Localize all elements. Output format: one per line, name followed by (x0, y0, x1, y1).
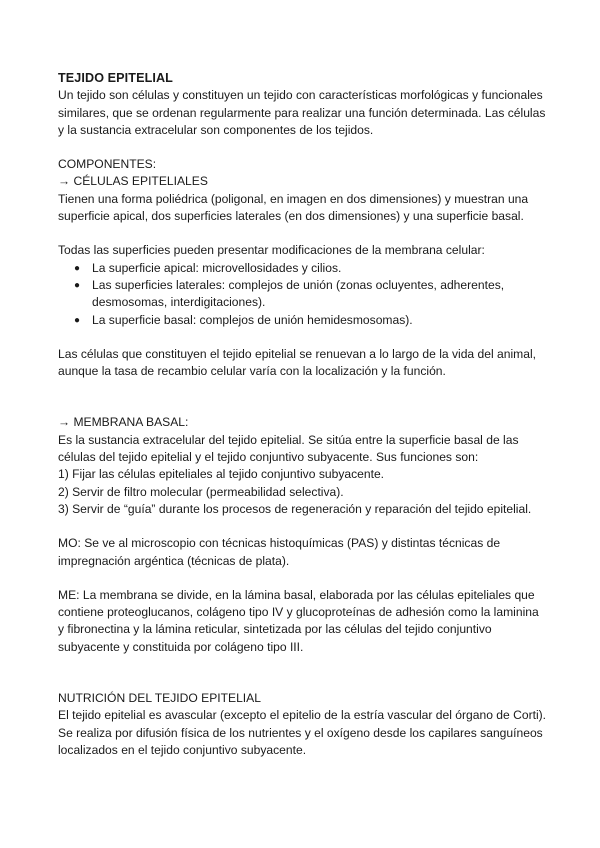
spacer (58, 225, 548, 242)
nutrition-heading: NUTRICIÓN DEL TEJIDO EPITELIAL (58, 691, 261, 706)
list-item: 1) Fijar las células epiteliales al tejido conjuntivo subyacente. (58, 467, 385, 482)
list-item-text: Las superficies laterales: complejos de unión (zonas ocluyentes, adherentes, desmosomas, interdigitaciones). (92, 277, 505, 310)
mo-paragraph: MO: Se ve al microscopio con técnicas histoquímicas (PAS) y distintas técnicas de impregnación argéntica (técnicas de plata). (58, 536, 501, 568)
spacer (58, 570, 548, 587)
cells-heading: → CÉLULAS EPITELIALES (58, 174, 208, 189)
bullet-icon: ● (74, 279, 81, 291)
document-page (58, 70, 548, 759)
list-item-text: La superficie apical: microvellosidades y cilios. (92, 260, 342, 275)
document-title: TEJIDO EPITELIAL (58, 71, 173, 85)
intro-paragraph: Un tejido son células y constituyen un tejido con características morfológicas y funcionales similares, que se ordenan regularmente para realizar una función determinada. Las células y la sustancia extracelular son componentes de los tejidos. (58, 88, 546, 137)
me-paragraph: ME: La membrana se divide, en la lámina basal, elaborada por las células epiteliales que contiene proteoglucanos, colágeno tipo IV y glucoproteínas de adhesión como la laminina y fibronectina y la lámina reticular, sintetizada por las células del tejido conjuntivo subyacente y constituida por colágeno tipo III. (58, 587, 539, 654)
spacer (58, 329, 548, 346)
membrane-paragraph: Es la sustancia extracelular del tejido epitelial. Se sitúa entre la superficie basal de las células del tejido epitelial y el tejido conjuntivo subyacente. Sus funciones son: (58, 432, 519, 465)
list-item (72, 260, 548, 277)
surfaces-intro: Todas las superficies pueden presentar modificaciones de la membrana celular: (58, 243, 485, 258)
spacer (58, 139, 548, 156)
spacer (58, 656, 548, 690)
list-item: 2) Servir de filtro molecular (permeabilidad selectiva). (58, 484, 344, 499)
cells-paragraph: Tienen una forma poliédrica (poligonal, en imagen en dos dimensiones) y muestran una superficie apical, dos superficies laterales (en dos dimensiones) y una superficie basal. (58, 191, 529, 224)
nutrition-paragraph: El tejido epitelial es avascular (excepto el epitelio de la estría vascular del órgano de Corti). Se realiza por difusión física de los nutrientes y el oxígeno desde los capilares sanguíneos localizados en el tejido conjuntivo subyacente. (58, 708, 547, 757)
bullet-icon: ● (74, 314, 81, 326)
renewal-paragraph: Las células que constituyen el tejido epitelial se renuevan a lo largo de la vida del animal, aunque la tasa de recambio celular varía con la localización y la función. (58, 346, 537, 379)
spacer (58, 518, 548, 535)
surfaces-list (58, 260, 548, 329)
functions-list (58, 466, 548, 518)
membrane-heading: → MEMBRANA BASAL: (58, 415, 189, 430)
list-item: 3) Servir de “guía” durante los procesos de regeneración y reparación del tejido epitelial. (58, 501, 532, 516)
spacer (58, 380, 548, 414)
list-item (72, 312, 548, 329)
bullet-icon: ● (74, 262, 81, 274)
list-item (72, 277, 548, 312)
list-item-text: La superficie basal: complejos de unión hemidesmosomas). (92, 312, 413, 327)
components-heading: COMPONENTES: (58, 157, 157, 172)
